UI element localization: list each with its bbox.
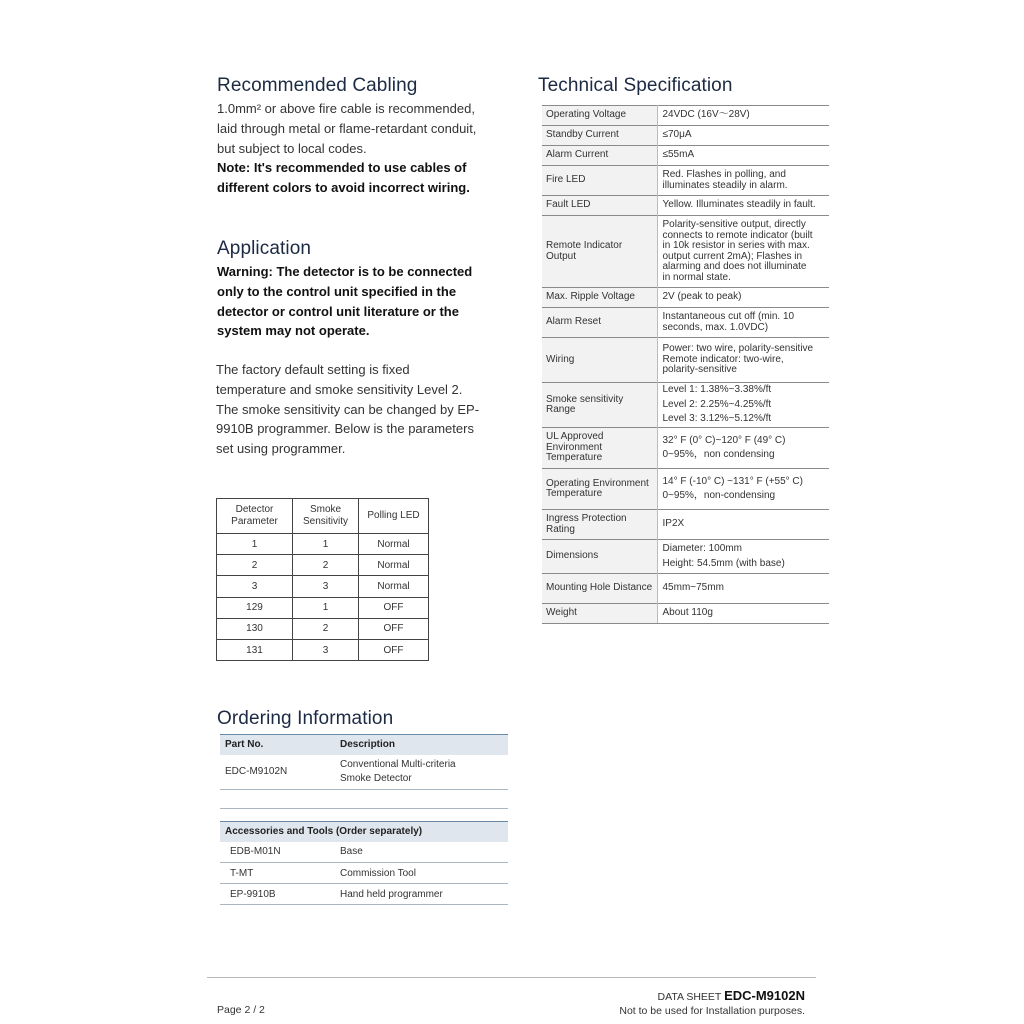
spec-value-line: Polarity-sensitive output, directly — [662, 219, 806, 230]
table-cell: Normal — [359, 534, 429, 555]
footer-info — [619, 989, 805, 1018]
accessory-description: Commission Tool — [335, 863, 508, 884]
spec-row — [542, 126, 829, 146]
table-cell: Normal — [359, 555, 429, 576]
table-cell: 131 — [217, 639, 293, 660]
accessory-description: Hand held programmer — [335, 884, 508, 905]
spec-value — [657, 383, 829, 428]
cabling-text — [217, 99, 476, 198]
spec-value-line: 45mm~75mm — [662, 582, 724, 594]
spec-value-line: ≤70μA — [662, 129, 692, 141]
spec-label: Fault LED — [542, 196, 657, 216]
spec-label: Ingress Protection Rating — [542, 510, 657, 540]
spec-value-line: 32° F (0° C)~120° F (49° C) — [662, 434, 786, 446]
application-line: The factory default setting is fixed — [216, 362, 410, 377]
accessory-description: Base — [335, 842, 508, 863]
table-row — [217, 534, 429, 555]
spec-value-line: polarity-sensitive — [662, 364, 737, 376]
table-cell: 1 — [293, 597, 359, 618]
spec-value-line: Yellow. Illuminates steadily in fault. — [662, 199, 816, 211]
table-cell: 3 — [217, 576, 293, 597]
spec-row — [542, 469, 829, 510]
spec-row — [542, 338, 829, 383]
table-cell: 129 — [217, 597, 293, 618]
application-line: set using programmer. — [216, 441, 346, 457]
page-number: Page 2 / 2 — [217, 1004, 265, 1016]
table-row — [220, 884, 508, 905]
spec-row — [542, 216, 829, 288]
spec-value — [657, 540, 829, 574]
header-polling-led: Polling LED — [359, 499, 429, 534]
spec-label: Operating Voltage — [542, 106, 657, 126]
datasheet-label: DATA SHEET — [657, 991, 722, 1003]
spec-label: Fire LED — [542, 166, 657, 196]
spec-value-line: Diameter: 100mm — [662, 543, 742, 554]
spec-value — [657, 288, 829, 308]
spec-label: Max. Ripple Voltage — [542, 288, 657, 308]
spec-title: Technical Specification — [538, 75, 733, 96]
table-cell: OFF — [359, 618, 429, 639]
application-line: The smoke sensitivity can be changed by EP- — [216, 401, 480, 417]
table-cell: OFF — [359, 639, 429, 660]
spacer-row — [220, 790, 508, 809]
application-line: temperature and smoke sensitivity Level 2. — [216, 381, 463, 397]
spec-value-line: 24VDC (16V～28V) — [662, 109, 750, 121]
spec-value — [657, 469, 829, 510]
spec-value — [657, 510, 829, 540]
accessories-table — [220, 821, 508, 905]
spec-label: Standby Current — [542, 126, 657, 146]
spec-value — [657, 338, 829, 383]
accessories-header: Accessories and Tools (Order separately) — [220, 822, 508, 842]
spec-value-line: 2V (peak to peak) — [662, 291, 742, 303]
spec-value-line: alarming and does not illuminate — [662, 261, 807, 272]
cabling-line: laid through metal or flame-retardant conduit, — [217, 120, 477, 136]
warning-line: detector or control unit literature or the — [217, 303, 459, 319]
spec-value-line: in normal state. — [662, 271, 731, 283]
spec-row — [542, 428, 829, 469]
accessory-part: EDB-M01N — [220, 842, 335, 863]
application-title: Application — [217, 238, 312, 259]
warning-line: system may not operate. — [217, 323, 370, 339]
spec-label: Dimensions — [542, 540, 657, 574]
spec-value-line: Level 1: 1.38%~3.38%/ft — [662, 384, 772, 396]
spec-row — [542, 604, 829, 624]
description-line: Smoke Detector — [340, 772, 412, 784]
table-cell: OFF — [359, 597, 429, 618]
header-detector-parameter: Detector Parameter — [217, 499, 293, 534]
spec-row — [542, 146, 829, 166]
parameter-table-header — [217, 499, 429, 534]
table-row — [220, 842, 508, 863]
spec-label: Smoke sensitivity Range — [542, 383, 657, 428]
spec-row — [542, 574, 829, 604]
spec-label: Weight — [542, 604, 657, 624]
spec-value — [657, 604, 829, 624]
spec-value-line: seconds, max. 1.0VDC) — [662, 321, 769, 333]
warning-line: only to the control unit specified in the — [217, 283, 457, 299]
cabling-note: Note: It's recommended to use cables of — [217, 160, 467, 176]
installation-notice: Not to be used for Installation purposes. — [619, 1005, 805, 1017]
spec-value-line: ≤55mA — [662, 149, 695, 161]
accessory-part: T-MT — [220, 863, 335, 884]
table-cell: 2 — [293, 618, 359, 639]
spacer-cell — [220, 790, 508, 809]
spec-value-line: Height: 54.5mm (with base) — [662, 557, 785, 569]
model-number: EDC-M9102N — [724, 988, 805, 1003]
spec-value-line: IP2X — [662, 518, 685, 530]
table-cell: 130 — [217, 618, 293, 639]
header-part-no: Part No. — [220, 735, 335, 755]
spec-value-line: Power: two wire, polarity-sensitive — [662, 343, 814, 355]
table-cell: 3 — [293, 576, 359, 597]
spec-row — [542, 308, 829, 338]
table-row — [217, 576, 429, 597]
spec-value — [657, 308, 829, 338]
application-warning — [217, 262, 472, 341]
table-cell: 3 — [293, 639, 359, 660]
cabling-note: different colors to avoid incorrect wiring. — [217, 180, 470, 196]
spec-row — [542, 540, 829, 574]
spec-value — [657, 428, 829, 469]
spec-value-line: Remote indicator: two-wire, — [662, 353, 784, 365]
table-row — [217, 597, 429, 618]
spec-value-line: 0~95%，non condensing — [662, 449, 775, 460]
spec-value — [657, 196, 829, 216]
spec-row — [542, 383, 829, 428]
table-cell: 1 — [217, 534, 293, 555]
parameter-table — [216, 498, 429, 661]
spec-value-line: 0~95%，non-condensing — [662, 490, 776, 501]
table-row — [217, 639, 429, 660]
table-cell: Normal — [359, 576, 429, 597]
spec-value-line: connects to remote indicator (built — [662, 229, 813, 241]
header-description: Description — [335, 735, 508, 755]
spec-value-line: in 10k resistor in series with max. — [662, 240, 810, 251]
spec-label: Wiring — [542, 338, 657, 383]
spec-label: Alarm Reset — [542, 308, 657, 338]
spec-label: Mounting Hole Distance — [542, 574, 657, 604]
table-cell: 2 — [217, 555, 293, 576]
header-smoke-sensitivity: Smoke Sensitivity — [293, 499, 359, 534]
spec-value — [657, 166, 829, 196]
spec-row — [542, 196, 829, 216]
spec-label: UL Approved Environment Temperature — [542, 428, 657, 469]
spec-row — [542, 106, 829, 126]
spec-value-line: Level 2: 2.25%~4.25%/ft — [662, 398, 772, 410]
spec-value-line: 14° F (-10° C) ~131° F (+55° C) — [662, 475, 803, 487]
footer-divider — [207, 977, 816, 978]
spec-value — [657, 126, 829, 146]
table-cell: 2 — [293, 555, 359, 576]
cabling-line: but subject to local codes. — [217, 140, 367, 156]
ordering-title: Ordering Information — [217, 708, 394, 729]
application-text — [216, 360, 479, 459]
spec-value — [657, 146, 829, 166]
table-row — [217, 618, 429, 639]
ordering-table — [220, 734, 508, 809]
table-row — [220, 863, 508, 884]
spec-value-line: Level 3: 3.12%~5.12%/ft — [662, 413, 772, 425]
cabling-line: 1.0mm² or above fire cable is recommended, — [217, 101, 475, 116]
spec-label: Operating Environment Temperature — [542, 469, 657, 510]
spec-value-line: Red. Flashes in polling, and — [662, 169, 786, 180]
spec-value-line: output current 2mA); Flashes in — [662, 250, 803, 262]
spec-value — [657, 574, 829, 604]
warning-line: Warning: The detector is to be connected — [217, 264, 473, 279]
spec-table — [542, 105, 829, 624]
spec-value-line: Instantaneous cut off (min. 10 — [662, 311, 795, 322]
spec-value — [657, 106, 829, 126]
description-line: Conventional Multi-criteria — [340, 758, 456, 770]
spec-label: Alarm Current — [542, 146, 657, 166]
table-cell: 1 — [293, 534, 359, 555]
accessory-part: EP-9910B — [220, 884, 335, 905]
application-line: 9910B programmer. Below is the parameters — [216, 421, 474, 437]
spec-row — [542, 166, 829, 196]
spec-label: Remote Indicator Output — [542, 216, 657, 288]
part-number: EDC-M9102N — [220, 755, 335, 790]
cabling-title: Recommended Cabling — [217, 75, 418, 96]
part-description — [335, 755, 508, 790]
spec-value-line: illuminates steadily in alarm. — [662, 179, 788, 191]
spec-row — [542, 288, 829, 308]
spec-row — [542, 510, 829, 540]
spec-value — [657, 216, 829, 288]
spec-value-line: About 110g — [662, 607, 713, 619]
table-row — [217, 555, 429, 576]
table-row — [220, 755, 508, 790]
